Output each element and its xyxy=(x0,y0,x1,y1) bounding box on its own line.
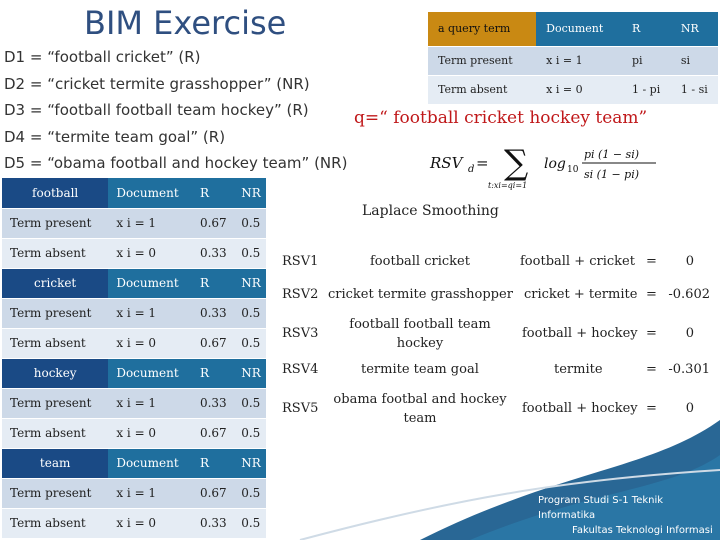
rsv-terms: football football team hockey xyxy=(349,317,491,351)
query-term-table xyxy=(428,12,718,105)
document-d3: D3 = “football football team hockey” (R) xyxy=(4,101,309,119)
nonrelevant-header: NR xyxy=(233,358,266,388)
rsv-formula-graphic xyxy=(428,140,658,192)
rsv-equals: = xyxy=(646,401,657,416)
nonrelevant-header: NR xyxy=(671,12,718,46)
formula-sum-sub: t:xi=qi=1 xyxy=(488,181,528,190)
nonrelevant-header: NR xyxy=(233,178,266,208)
formula-log: log xyxy=(544,156,566,172)
rsv-equals: = xyxy=(646,326,657,341)
document-d4: D4 = “termite team goal” (R) xyxy=(4,127,226,146)
rsv-terms: obama footbal and hockey team xyxy=(333,392,507,426)
rsv-formula xyxy=(428,140,658,192)
term-absent-label: Term absent xyxy=(2,238,108,268)
table-cell: x i = 1 xyxy=(108,388,192,418)
query-text: q=“ football cricket hockey team” xyxy=(354,108,648,128)
svg-text:=: = xyxy=(476,154,489,172)
rsv-terms: football cricket xyxy=(370,254,470,269)
term-team-header: team xyxy=(2,448,108,478)
document-d5: D5 = “obama football and hockey team” (NR) xyxy=(4,154,348,172)
table-cell: x i = 0 xyxy=(536,75,622,104)
document-header: Document xyxy=(108,358,192,388)
footer-institution xyxy=(538,493,720,538)
footer-line-1: Program Studi S-1 Teknik Informatika xyxy=(538,495,664,521)
nonrelevant-header: NR xyxy=(233,268,266,298)
relevant-header: R xyxy=(192,178,233,208)
table-cell: 0.5 xyxy=(233,388,266,418)
document-list xyxy=(0,44,348,172)
table-cell: x i = 0 xyxy=(108,418,192,448)
footer-line-2: Fakultas Teknologi Informasi xyxy=(572,525,713,536)
term-hockey-header: hockey xyxy=(2,358,108,388)
nonrelevant-header: NR xyxy=(233,448,266,478)
table-cell: 0.67 xyxy=(192,478,233,508)
table-cell: 0.5 xyxy=(233,418,266,448)
table-cell: x i = 0 xyxy=(108,508,192,538)
sum-symbol: ∑ xyxy=(504,143,529,183)
query-term-header: a query term xyxy=(428,12,536,46)
term-absent-label: Term absent xyxy=(2,328,108,358)
rsv-equals: = xyxy=(646,287,657,302)
rsv-terms: cricket termite grasshopper xyxy=(328,287,513,302)
table-cell: 0.67 xyxy=(192,328,233,358)
table-cell: 0.33 xyxy=(192,388,233,418)
rsv-value: 0 xyxy=(685,401,694,416)
document-d2: D2 = “cricket termite grasshopper” (NR) xyxy=(4,74,310,93)
rsv-result-terms: football + hockey xyxy=(522,401,638,416)
slide-title: BIM Exercise xyxy=(84,4,287,42)
term-football-header: football xyxy=(2,178,108,208)
term-absent-label: Term absent xyxy=(428,75,536,104)
term-probability-tables xyxy=(2,178,266,539)
table-cell: si xyxy=(671,46,718,75)
table-cell: 0.5 xyxy=(233,328,266,358)
document-d1: D1 = “football cricket” (R) xyxy=(4,48,201,66)
rsv-label: RSV1 xyxy=(282,254,319,269)
rsv-label: RSV3 xyxy=(282,326,319,341)
table-cell: 1 - pi xyxy=(622,75,671,104)
table-cell: 0.67 xyxy=(192,418,233,448)
rsv-value: -0.602 xyxy=(668,287,710,302)
rsv-row-3 xyxy=(282,315,720,355)
document-header: Document xyxy=(108,178,192,208)
rsv-row-5 xyxy=(282,390,720,430)
term-present-label: Term present xyxy=(428,46,536,75)
document-header: Document xyxy=(536,12,622,46)
term-present-label: Term present xyxy=(2,208,108,238)
rsv-result-terms: cricket + termite xyxy=(524,287,638,302)
rsv-result-terms: termite xyxy=(554,362,603,377)
table-cell: 0.5 xyxy=(233,508,266,538)
term-absent-label: Term absent xyxy=(2,508,108,538)
term-absent-label: Term absent xyxy=(2,418,108,448)
table-cell: 0.5 xyxy=(233,238,266,268)
rsv-result-terms: football + cricket xyxy=(520,254,635,269)
rsv-row-4 xyxy=(282,362,720,382)
table-cell: x i = 1 xyxy=(108,478,192,508)
laplace-smoothing-label: Laplace Smoothing xyxy=(362,203,499,219)
formula-numerator: pi (1 − si) xyxy=(584,148,640,161)
table-cell: 0.5 xyxy=(233,208,266,238)
formula-denominator: si (1 − pi) xyxy=(584,168,640,181)
rsv-row-2 xyxy=(282,287,720,307)
rsv-value: 0 xyxy=(685,326,694,341)
term-cricket-header: cricket xyxy=(2,268,108,298)
rsv-result-terms: football + hockey xyxy=(522,326,638,341)
rsv-label: RSV4 xyxy=(282,362,319,377)
rsv-equals: = xyxy=(646,254,657,269)
table-cell: x i = 1 xyxy=(108,298,192,328)
document-header: Document xyxy=(108,448,192,478)
term-present-label: Term present xyxy=(2,388,108,418)
table-cell: x i = 0 xyxy=(108,328,192,358)
table-cell: 0.5 xyxy=(233,478,266,508)
table-cell: 0.5 xyxy=(233,298,266,328)
rsv-value: 0 xyxy=(685,254,694,269)
term-present-label: Term present xyxy=(2,478,108,508)
table-cell: 1 - si xyxy=(671,75,718,104)
relevant-header: R xyxy=(622,12,671,46)
term-present-label: Term present xyxy=(2,298,108,328)
rsv-value: -0.301 xyxy=(668,362,710,377)
table-cell: x i = 1 xyxy=(536,46,622,75)
formula-lhs: RSV xyxy=(430,154,463,172)
document-header: Document xyxy=(108,268,192,298)
table-cell: x i = 1 xyxy=(108,208,192,238)
rsv-label: RSV5 xyxy=(282,401,319,416)
formula-log-sub: 10 xyxy=(567,165,579,175)
rsv-equals: = xyxy=(646,362,657,377)
rsv-label: RSV2 xyxy=(282,287,319,302)
table-cell: x i = 0 xyxy=(108,238,192,268)
table-cell: 0.33 xyxy=(192,238,233,268)
relevant-header: R xyxy=(192,268,233,298)
rsv-row-1 xyxy=(282,254,720,274)
rsv-terms: termite team goal xyxy=(361,362,479,377)
table-cell: pi xyxy=(622,46,671,75)
table-cell: 0.67 xyxy=(192,208,233,238)
relevant-header: R xyxy=(192,358,233,388)
formula-lhs-sub: d xyxy=(468,164,475,175)
table-cell: 0.33 xyxy=(192,508,233,538)
table-cell: 0.33 xyxy=(192,298,233,328)
relevant-header: R xyxy=(192,448,233,478)
